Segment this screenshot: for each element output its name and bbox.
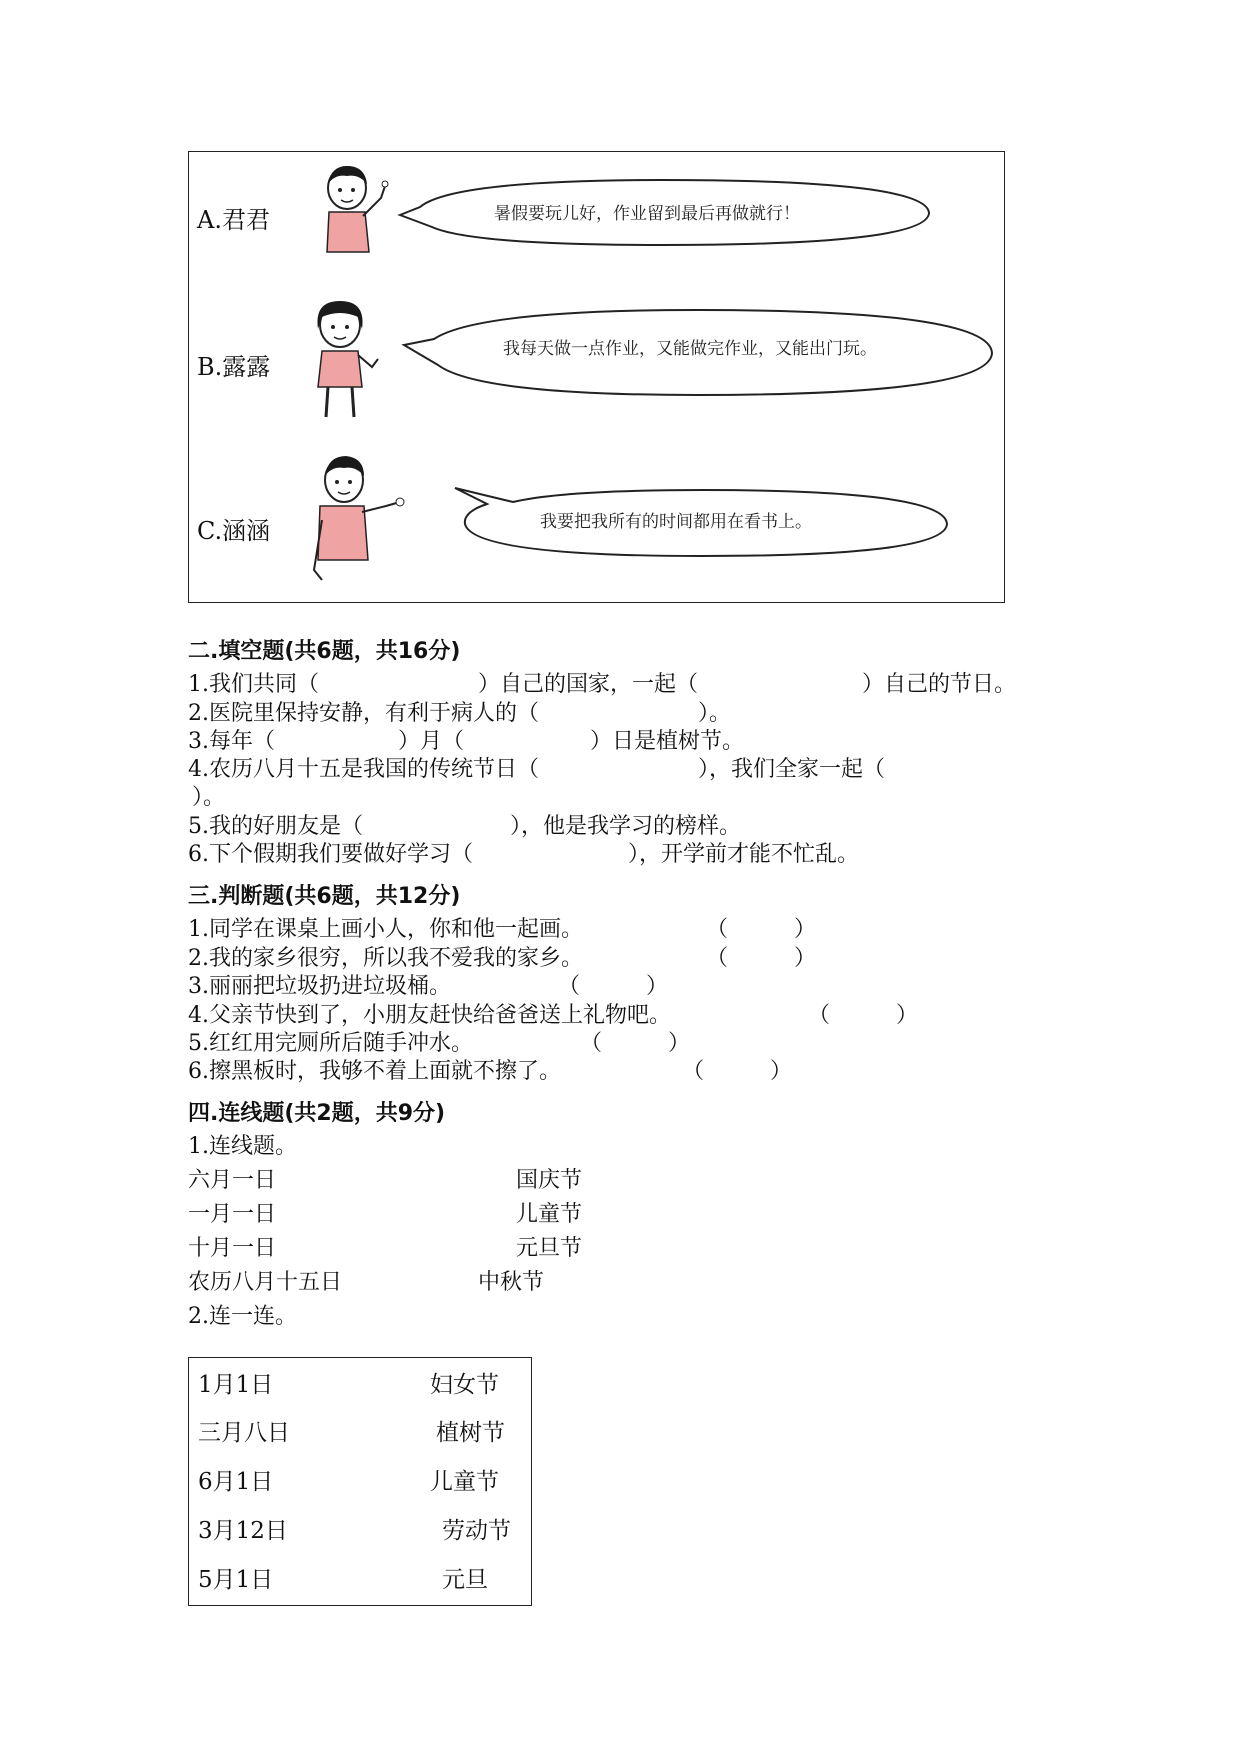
boy-figure-a xyxy=(305,160,395,260)
match-left-2[interactable]: 一月一日 xyxy=(188,1202,277,1227)
match-question-1: 1.连线题。 xyxy=(188,1134,297,1159)
match-left-4[interactable]: 农历八月十五日 xyxy=(188,1270,343,1295)
speaker-label-b: B.露露 xyxy=(197,353,271,381)
speaker-label-c: C.涵涵 xyxy=(197,517,271,545)
table-right-1[interactable]: 妇女节 xyxy=(430,1372,499,1398)
fill-question-1b: ）自己的国家，一起（ xyxy=(478,672,699,697)
match-right-1[interactable]: 国庆节 xyxy=(516,1168,583,1193)
section3-title: 三.判断题(共6题，共12分) xyxy=(188,884,461,909)
fill-question-4c: ）。 xyxy=(192,785,226,810)
fill-question-3b: ）月（ xyxy=(398,729,465,754)
judge-answer-6[interactable]: （ ） xyxy=(682,1059,793,1084)
judge-question-5: 5.红红用完厕所后随手冲水。 xyxy=(188,1031,473,1056)
table-right-5[interactable]: 元旦 xyxy=(442,1567,488,1593)
table-left-3[interactable]: 6月1日 xyxy=(198,1469,274,1495)
fill-question-5a: 5.我的好朋友是（ xyxy=(188,814,363,839)
fill-question-1c: ）自己的节日。 xyxy=(862,672,1017,697)
fill-question-1a: 1.我们共同（ xyxy=(188,672,319,697)
judge-question-6: 6.擦黑板时，我够不着上面就不擦了。 xyxy=(188,1059,561,1084)
fill-question-3c: ）日是植树节。 xyxy=(590,729,745,754)
fill-question-6b: ），开学前才能不忙乱。 xyxy=(628,842,860,867)
table-right-4[interactable]: 劳动节 xyxy=(442,1518,511,1544)
judge-answer-5[interactable]: （ ） xyxy=(580,1031,691,1056)
girl-figure-b xyxy=(300,295,390,425)
table-right-2[interactable]: 植树节 xyxy=(436,1420,505,1446)
table-left-2[interactable]: 三月八日 xyxy=(198,1420,290,1446)
judge-answer-4[interactable]: （ ） xyxy=(808,1003,919,1028)
fill-question-3a: 3.每年（ xyxy=(188,729,275,754)
judge-answer-3[interactable]: （ ） xyxy=(558,974,669,999)
boy-figure-c xyxy=(300,450,410,600)
section2-title: 二.填空题(共6题，共16分) xyxy=(188,639,461,664)
table-left-4[interactable]: 3月12日 xyxy=(198,1518,288,1544)
judge-question-4: 4.父亲节快到了，小朋友赶快给爸爸送上礼物吧。 xyxy=(188,1003,671,1028)
table-right-3[interactable]: 儿童节 xyxy=(430,1469,499,1495)
match-right-4[interactable]: 中秋节 xyxy=(478,1270,545,1295)
judge-answer-2[interactable]: （ ） xyxy=(706,946,817,971)
match-left-1[interactable]: 六月一日 xyxy=(188,1168,277,1193)
speaker-label-a: A.君君 xyxy=(197,206,270,234)
judge-question-3: 3.丽丽把垃圾扔进垃圾桶。 xyxy=(188,974,451,999)
speech-text-b: 我每天做一点作业，又能做完作业，又能出门玩。 xyxy=(503,339,877,359)
fill-question-2b: ）。 xyxy=(698,701,732,726)
speech-text-a: 暑假要玩儿好，作业留到最后再做就行！ xyxy=(494,204,800,224)
section4-title: 四.连线题(共2题，共9分) xyxy=(188,1101,446,1126)
match-right-2[interactable]: 儿童节 xyxy=(516,1202,583,1227)
fill-question-5b: ），他是我学习的榜样。 xyxy=(510,814,742,839)
fill-question-4a: 4.农历八月十五是我国的传统节日（ xyxy=(188,757,539,782)
table-left-1[interactable]: 1月1日 xyxy=(198,1372,274,1398)
fill-question-4b: ），我们全家一起（ xyxy=(698,757,886,782)
fill-question-6a: 6.下个假期我们要做好学习（ xyxy=(188,842,473,867)
judge-answer-1[interactable]: （ ） xyxy=(706,917,817,942)
match-right-3[interactable]: 元旦节 xyxy=(516,1236,583,1261)
match-question-2: 2.连一连。 xyxy=(188,1304,297,1329)
match-left-3[interactable]: 十月一日 xyxy=(188,1236,277,1261)
fill-question-2a: 2.医院里保持安静，有利于病人的（ xyxy=(188,701,539,726)
judge-question-1: 1.同学在课桌上画小人，你和他一起画。 xyxy=(188,917,583,942)
judge-question-2: 2.我的家乡很穷，所以我不爱我的家乡。 xyxy=(188,946,583,971)
speech-text-c: 我要把我所有的时间都用在看书上。 xyxy=(540,512,812,532)
table-left-5[interactable]: 5月1日 xyxy=(198,1567,274,1593)
